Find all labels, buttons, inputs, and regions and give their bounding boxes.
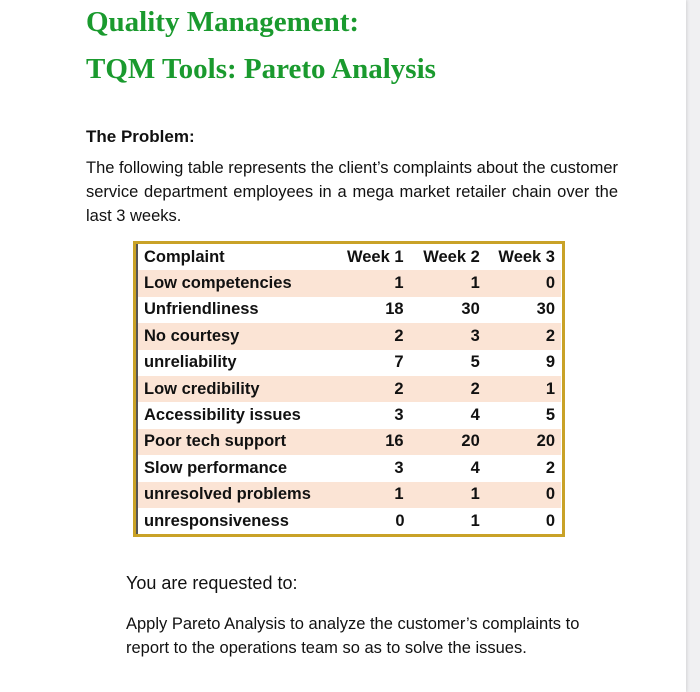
table-row <box>137 482 561 508</box>
cell-complaint: Low competencies <box>137 270 334 296</box>
table-body <box>137 270 561 534</box>
cell-week-2: 1 <box>411 482 486 508</box>
problem-heading: The Problem: <box>86 127 195 146</box>
table-row <box>137 508 561 534</box>
header-week-1: Week 1 <box>346 247 404 266</box>
cell-week-3: 1 <box>486 376 561 402</box>
header-complaint: Complaint <box>137 244 334 270</box>
cell-complaint: unreliability <box>137 350 334 376</box>
cell-complaint: No courtesy <box>137 323 334 349</box>
cell-week-1: 7 <box>394 353 404 372</box>
cell-week-1: 2 <box>334 323 410 349</box>
table-row <box>137 323 561 349</box>
cell-week-2: 4 <box>470 458 480 477</box>
complaints-table-grid <box>136 244 562 534</box>
table-row <box>137 270 561 296</box>
cell-week-2: 1 <box>470 511 480 530</box>
cell-complaint: Unfriendliness <box>137 297 334 323</box>
cell-week-2: 1 <box>411 270 486 296</box>
table-row <box>137 455 561 481</box>
cell-complaint: Low credibility <box>137 376 334 402</box>
cell-week-2: 2 <box>411 376 486 402</box>
cell-complaint: Slow performance <box>137 455 334 481</box>
cell-week-1: 1 <box>334 482 410 508</box>
cell-week-1: 3 <box>394 406 404 425</box>
problem-text: The following table represents the client’s complaints about the customer service department employees in a mega market retailer chain over the last 3 weeks. <box>86 159 618 225</box>
cell-week-2: 5 <box>470 353 480 372</box>
cell-week-2: 4 <box>470 406 480 425</box>
cell-week-3: 30 <box>536 300 555 319</box>
cell-week-3: 20 <box>486 429 561 455</box>
cell-week-3: 5 <box>545 406 555 425</box>
cell-week-1: 18 <box>385 300 404 319</box>
cell-week-3: 9 <box>545 353 555 372</box>
table-header-row <box>137 244 561 270</box>
cell-week-2: 20 <box>411 429 486 455</box>
title-line-1: Quality Management: <box>86 6 360 38</box>
header-week-3: Week 3 <box>498 247 555 266</box>
header-week-2: Week 2 <box>423 247 480 266</box>
cell-week-1: 3 <box>394 458 404 477</box>
cell-week-1: 2 <box>334 376 410 402</box>
request-heading: You are requested to: <box>126 573 298 593</box>
title-line-2: TQM Tools: Pareto Analysis <box>86 53 436 85</box>
table-row <box>137 429 561 455</box>
cell-week-2: 30 <box>461 300 480 319</box>
cell-complaint: unresolved problems <box>137 482 334 508</box>
cell-week-3: 0 <box>486 270 561 296</box>
cell-week-3: 2 <box>545 458 555 477</box>
cell-week-1: 0 <box>395 511 405 530</box>
request-text: Apply Pareto Analysis to analyze the customer’s complaints to report to the operations team so as to solve the issues. <box>126 615 580 657</box>
cell-complaint: unresponsiveness <box>137 508 334 534</box>
cell-week-1: 1 <box>334 270 410 296</box>
complaints-table <box>133 241 565 537</box>
cell-week-1: 16 <box>334 429 410 455</box>
table-row <box>137 297 561 323</box>
cell-week-3: 0 <box>486 482 561 508</box>
table-row <box>137 376 561 402</box>
cell-week-3: 0 <box>545 511 555 530</box>
cell-complaint: Poor tech support <box>137 429 334 455</box>
table-row <box>137 350 561 376</box>
table-row <box>137 402 561 428</box>
cell-complaint: Accessibility issues <box>137 402 334 428</box>
cell-week-3: 2 <box>486 323 561 349</box>
cell-week-2: 3 <box>411 323 486 349</box>
